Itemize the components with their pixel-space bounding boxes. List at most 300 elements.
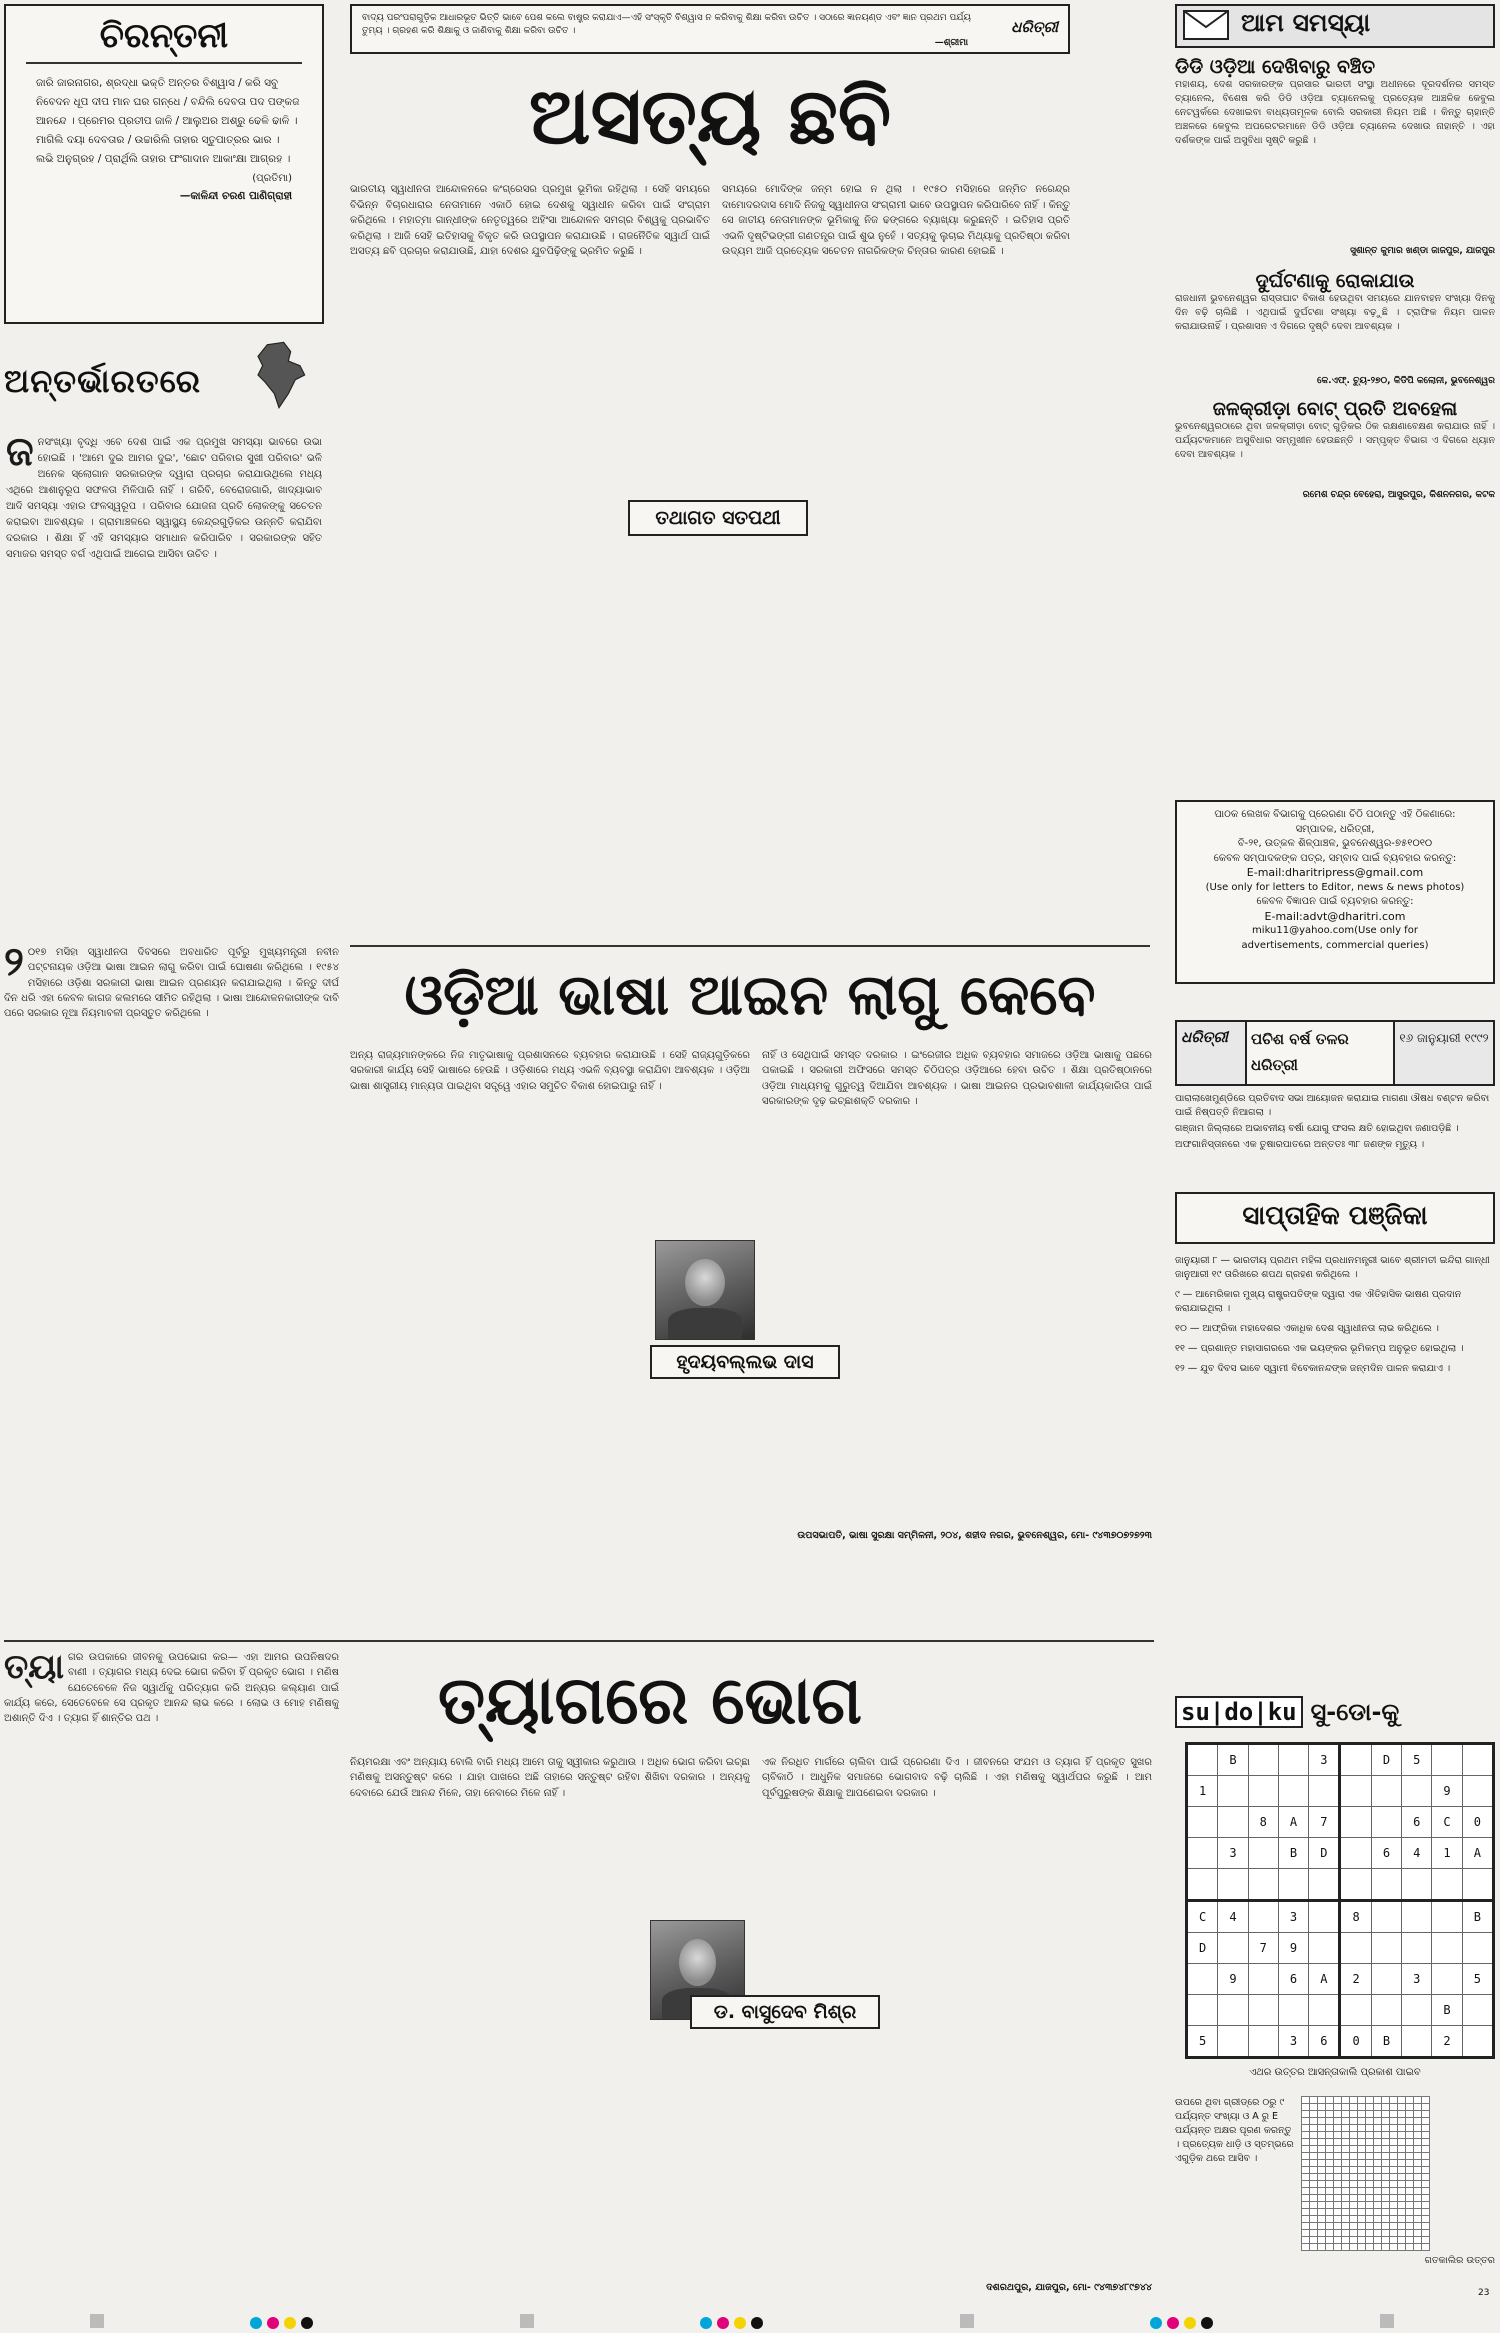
weekly-item-1: ଜାନୁୟାରୀ ୮ — ଭାରତୀୟ ପ୍ରଥମ ମହିଳା ପ୍ରଧାନମନ୍ତ୍ରୀ ଭାବେ ଶ୍ରୀମତୀ ଇନ୍ଦିରା ଗାନ୍ଧୀ ଜାନୁଆରୀ ୧୯ ତାରିଖରେ ଶପଥ ଗ୍ରହଣ କରିଥିଲେ । — [1175, 1255, 1490, 1280]
sudoku-cell[interactable] — [1248, 1901, 1278, 1933]
answer-cell — [1414, 2160, 1422, 2167]
dharitri-25-date: ୧୬ ଜାନୁୟାରୀ ୧୯୯୨ — [1399, 1031, 1489, 1045]
answer-cell — [1382, 2223, 1390, 2230]
sudoku-cell[interactable] — [1278, 1776, 1308, 1807]
sudoku-note: ଏଥର ଉତ୍ତର ଆସନ୍ତାକାଲି ପ୍ରକାଶ ପାଇବ — [1249, 2067, 1421, 2078]
sudoku-cell[interactable] — [1340, 1807, 1371, 1838]
sudoku-cell[interactable]: 9 — [1278, 1933, 1308, 1964]
sudoku-cell[interactable] — [1462, 1869, 1493, 1901]
answer-cell — [1374, 2118, 1382, 2125]
answer-cell — [1406, 2097, 1414, 2104]
cyan-dot — [250, 2317, 262, 2329]
sudoku-cell[interactable] — [1218, 2026, 1248, 2058]
letter-3-body: ଭୁବନେଶ୍ୱରଠାରେ ଥିବା ଜଳକ୍ରୀଡ଼ା ବୋଟ୍ ଗୁଡ଼ିକର ଠିକ ରକ୍ଷଣାବେକ୍ଷଣ କରାଯାଉ ନାହିଁ । ପର୍ଯ୍ୟଟକମାନେ ଅସୁବିଧାର ସମ୍ମୁଖୀନ ହେଉଛନ୍ତି । ସମ୍ପୃକ୍ତ ବିଭାଗ ଏ ଦିଗରେ ଧ୍ୟାନ ଦେବା ଆବଶ୍ୟକ । — [1175, 421, 1495, 460]
sudoku-cell[interactable]: 8 — [1248, 1807, 1278, 1838]
answer-cell — [1318, 2202, 1326, 2209]
answer-cell — [1310, 2195, 1318, 2202]
sudoku-cell[interactable] — [1218, 1807, 1248, 1838]
sudoku-cell[interactable] — [1462, 1776, 1493, 1807]
answer-cell — [1334, 2244, 1342, 2251]
contact-line5: କେବଳ ବିଜ୍ଞାପନ ପାଇଁ ବ୍ୟବହାର କରନ୍ତୁ: — [1256, 896, 1414, 907]
answer-cell — [1398, 2111, 1406, 2118]
sudoku-answer-grid — [1301, 2096, 1430, 2251]
sudoku-cell[interactable]: 0 — [1340, 2026, 1371, 2058]
sudoku-cell[interactable]: A — [1309, 1964, 1340, 1995]
sudoku-cell[interactable] — [1462, 1933, 1493, 1964]
answer-cell — [1358, 2132, 1366, 2139]
answer-cell — [1342, 2202, 1350, 2209]
sudoku-cell[interactable] — [1309, 1776, 1340, 1807]
answer-cell — [1390, 2188, 1398, 2195]
answer-cell — [1318, 2167, 1326, 2174]
sudoku-cell[interactable]: 6 — [1278, 1964, 1308, 1995]
sudoku-cell[interactable]: B — [1371, 2026, 1401, 2058]
answer-cell — [1334, 2174, 1342, 2181]
sudoku-cell[interactable] — [1462, 1744, 1493, 1776]
answer-cell — [1318, 2146, 1326, 2153]
answer-cell — [1358, 2202, 1366, 2209]
answer-cell — [1358, 2195, 1366, 2202]
sudoku-cell[interactable] — [1371, 1776, 1401, 1807]
sudoku-cell[interactable]: 6 — [1309, 2026, 1340, 2058]
answer-cell — [1366, 2139, 1374, 2146]
sudoku-cell[interactable] — [1309, 1901, 1340, 1933]
chirantani-title: ଚିରନ୍ତନୀ — [99, 16, 229, 56]
answer-cell — [1390, 2244, 1398, 2251]
sudoku-cell[interactable]: C — [1432, 1807, 1462, 1838]
answer-cell — [1334, 2230, 1342, 2237]
answer-cell — [1350, 2097, 1358, 2104]
dharitri-25-item-1: ପାରାଲାଖେମୁଣ୍ଡିରେ ପ୍ରତିବାଦ ସଭା ଆୟୋଜନ କରାଯାଇ ମାଗଣା ଔଷଧ ବଣ୍ଟନ କରିବା ପାଇଁ ନିଷ୍ପତ୍ତି ନିଆଗଲା । — [1175, 1093, 1490, 1118]
answer-cell — [1414, 2230, 1422, 2237]
sudoku-cell[interactable] — [1371, 1869, 1401, 1901]
sudoku-cell[interactable]: 6 — [1402, 1807, 1432, 1838]
sudoku-row — [1187, 1869, 1494, 1901]
answer-cell — [1374, 2202, 1382, 2209]
answer-cell — [1350, 2104, 1358, 2111]
weekly-item-4: ୧୧ — ପ୍ରଶାନ୍ତ ମହାସାଗରରେ ଏକ ଭୟଙ୍କର ଭୂମିକମ୍ପ ଅନୁଭୂତ ହୋଇଥିଲା । — [1175, 1343, 1464, 1354]
answer-cell — [1342, 2237, 1350, 2244]
third-article-col2-text: ନିୟମରକ୍ଷା ଏବଂ ଅନ୍ୟାୟ ବୋଲି ବାରି ମଧ୍ୟ ଆମେ ତାକୁ ସ୍ୱୀକାର କରୁଥାଉ । ଅଧିକ ଭୋଗ କରିବା ଇଚ୍ଛା ମଣିଷକୁ ଅସନ୍ତୁଷ୍ଟ କରେ । ଯାହା ପାଖରେ ଅଛି ତାହାରେ ସନ୍ତୁଷ୍ଟ ରହିବା ଶିଖିବା ଦରକାର । ଅନ୍ୟକୁ ଦେବାରେ ଯେଉଁ ଆନନ୍ଦ ମିଳେ, ତାହା ନେବାରେ ମିଳେ ନାହିଁ । — [350, 1757, 750, 1799]
answer-cell — [1334, 2111, 1342, 2118]
answer-cell — [1414, 2104, 1422, 2111]
sudoku-cell[interactable] — [1278, 1869, 1308, 1901]
answer-cell — [1398, 2174, 1406, 2181]
sudoku-cell[interactable] — [1402, 1869, 1432, 1901]
contact-line4: କେବଳ ସମ୍ପାଦକଙ୍କ ପତ୍ର, ସମ୍ବାଦ ପାଇଁ ବ୍ୟବହାର କରନ୍ତୁ: — [1213, 852, 1457, 864]
answer-cell — [1350, 2153, 1358, 2160]
answer-cell — [1302, 2209, 1310, 2216]
sudoku-cell[interactable] — [1187, 1838, 1218, 1869]
answer-cell — [1326, 2216, 1334, 2223]
sudoku-cell[interactable]: 3 — [1278, 1901, 1308, 1933]
answer-cell — [1350, 2195, 1358, 2202]
sudoku-cell[interactable] — [1340, 1838, 1371, 1869]
answer-cell — [1406, 2202, 1414, 2209]
sudoku-title-latin: su|do|ku — [1175, 1696, 1303, 1728]
second-article-col3-text: ନାହିଁ ଓ ସେଥିପାଇଁ ସମସ୍ତ ଦରକାର । ଇଂରେଜୀର ଅଧିକ ବ୍ୟବହାର ସମାଜରେ ଓଡ଼ିଆ ଭାଷାକୁ ପଛରେ ପକାଇଛି । ସରକାରୀ ଅଫିସରେ ସମସ୍ତ ଚିଠିପତ୍ର ଓଡ଼ିଆରେ ହେବା ଉଚିତ । ଶିକ୍ଷା ପ୍ରତିଷ୍ଠାନରେ ଓଡ଼ିଆ ମାଧ୍ୟମକୁ ଗୁରୁତ୍ୱ ଦିଆଯିବା ଆବଶ୍ୟକ । ଭାଷା ଆଇନର ପ୍ରଭାବଶାଳୀ କାର୍ଯ୍ୟକାରିତା ପାଇଁ ସରକାରଙ୍କ ଦୃଢ଼ ଇଚ୍ଛାଶକ୍ତି ଦରକାର । — [762, 1050, 1152, 1107]
answer-cell — [1406, 2118, 1414, 2125]
answer-cell — [1302, 2104, 1310, 2111]
sudoku-cell[interactable] — [1462, 2026, 1493, 2058]
sudoku-cell[interactable]: B — [1462, 1901, 1493, 1933]
answer-cell — [1366, 2244, 1374, 2251]
letter-1-body: ମହାଶୟ, ଦେଶ ସରକାରଙ୍କ ପ୍ରସାର ଭାରତୀ ସଂସ୍ଥା ଅଧୀନରେ ଦୂରଦର୍ଶନର ସମସ୍ତ ଚ୍ୟାନେଲ, ବିଶେଷ କରି ଡିଡି ଓଡ଼ିଆ ଚ୍ୟାନେଲକୁ ପ୍ରତ୍ୟେକ ଆଞ୍ଚଳିକ କେବୁଲ ନେଟୱର୍କରେ ଦେଖାଇବା ବାଧ୍ୟତାମୂଳକ ବୋଲି ସରକାରୀ ନିୟମ ଅଛି । କିନ୍ତୁ ଚାହାନ୍ତି ଅଞ୍ଚଳରେ କେବୁଲ ଅପରେଟରମାନେ ଡିଡି ଓଡ଼ିଆ ଚ୍ୟାନେଲ ଦେଖାଉ ନାହାନ୍ତି । ଏହା ଦର୍ଶକଙ୍କ ପାଇଁ ଅସୁବିଧା ସୃଷ୍ଟି କରୁଛି । — [1175, 79, 1495, 146]
answer-cell — [1414, 2188, 1422, 2195]
sudoku-cell[interactable] — [1432, 1869, 1462, 1901]
answer-cell — [1326, 2237, 1334, 2244]
answer-cell — [1382, 2188, 1390, 2195]
answer-cell — [1326, 2188, 1334, 2195]
answer-cell — [1414, 2223, 1422, 2230]
amasamasya-section — [1175, 4, 1495, 594]
chirantani-source: (ପ୍ରତିମା) — [252, 173, 292, 184]
answer-cell — [1358, 2188, 1366, 2195]
answer-cell — [1406, 2237, 1414, 2244]
answer-cell — [1342, 2104, 1350, 2111]
answer-cell — [1398, 2230, 1406, 2237]
sudoku-cell[interactable] — [1248, 1964, 1278, 1995]
sudoku-cell[interactable]: 7 — [1309, 1807, 1340, 1838]
answer-cell — [1350, 2244, 1358, 2251]
page-number: 23 — [1478, 2288, 1490, 2298]
sudoku-cell[interactable]: C — [1187, 1901, 1218, 1933]
answer-cell — [1390, 2097, 1398, 2104]
sudoku-cell[interactable]: 3 — [1278, 2026, 1308, 2058]
answer-cell — [1398, 2216, 1406, 2223]
sudoku-cell[interactable] — [1248, 1838, 1278, 1869]
answer-cell — [1414, 2146, 1422, 2153]
sudoku-cell[interactable] — [1371, 1995, 1401, 2026]
sudoku-cell[interactable]: 9 — [1218, 1964, 1248, 1995]
answer-cell — [1414, 2181, 1422, 2188]
answer-cell — [1374, 2237, 1382, 2244]
answer-cell — [1366, 2195, 1374, 2202]
sudoku-cell[interactable]: D — [1309, 1838, 1340, 1869]
sudoku-cell[interactable]: 9 — [1432, 1776, 1462, 1807]
answer-cell — [1406, 2167, 1414, 2174]
sudoku-cell[interactable]: B — [1432, 1995, 1462, 2026]
answer-cell — [1302, 2111, 1310, 2118]
answer-cell — [1318, 2160, 1326, 2167]
answer-cell — [1390, 2216, 1398, 2223]
sudoku-cell[interactable] — [1432, 1744, 1462, 1776]
sudoku-cell[interactable] — [1248, 1744, 1278, 1776]
answer-cell — [1374, 2216, 1382, 2223]
answer-cell — [1358, 2125, 1366, 2132]
sudoku-cell[interactable]: 4 — [1402, 1838, 1432, 1869]
answer-cell — [1334, 2167, 1342, 2174]
sudoku-cell[interactable]: 5 — [1187, 2026, 1218, 2058]
sudoku-cell[interactable] — [1309, 1869, 1340, 1901]
sudoku-cell[interactable] — [1187, 1964, 1218, 1995]
sudoku-cell[interactable]: 5 — [1402, 1744, 1432, 1776]
answer-cell — [1358, 2118, 1366, 2125]
answer-cell — [1374, 2111, 1382, 2118]
answer-cell — [1342, 2167, 1350, 2174]
lead-article-col2-text: ସମୟରେ ମୋଦିଙ୍କ ଜନ୍ମ ହୋଇ ନ ଥିଲା । ୧୯୫୦ ମସିହାରେ ଜନ୍ମିତ ନରେନ୍ଦ୍ର ଦାମୋଦରଦାସ ମୋଦି ନିଜକୁ ସ୍ୱାଧୀନତା ସଂଗ୍ରାମୀ ଭାବେ ଉପସ୍ଥାପନ କରିପାରିବେ ନାହିଁ । କିନ୍ତୁ ସେ ଜାତୀୟ ନେତାମାନଙ୍କ ଭୂମିକାକୁ ନିଜ ଢଙ୍ଗରେ ବ୍ୟାଖ୍ୟା କରୁଛନ୍ତି । ଇତିହାସ ପ୍ରତି ଏଭଳି ଦୃଷ୍ଟିଭଙ୍ଗୀ ଗଣତନ୍ତ୍ର ପାଇଁ ଶୁଭ ନୁହେଁ । ସତ୍ୟକୁ ଲୁଚାଇ ମିଥ୍ୟାକୁ ପ୍ରତିଷ୍ଠା କରିବା ଉଦ୍ୟମ ଆଜି ପ୍ରତ୍ୟେକ ସଚେତନ ନାଗରିକଙ୍କ ଚିନ୍ତାର କାରଣ ହୋଇଛି । — [722, 184, 1070, 257]
sudoku-cell[interactable]: 5 — [1462, 1964, 1493, 1995]
answer-cell — [1310, 2139, 1318, 2146]
answer-cell — [1358, 2223, 1366, 2230]
answer-cell — [1342, 2125, 1350, 2132]
answer-cell — [1318, 2216, 1326, 2223]
answer-cell — [1334, 2139, 1342, 2146]
answer-cell — [1422, 2132, 1430, 2139]
answer-cell — [1350, 2202, 1358, 2209]
sudoku-row — [1187, 1995, 1494, 2026]
answer-cell — [1326, 2111, 1334, 2118]
answer-cell — [1326, 2146, 1334, 2153]
answer-cell — [1350, 2160, 1358, 2167]
sudoku-cell[interactable] — [1371, 1964, 1401, 1995]
answer-cell — [1398, 2139, 1406, 2146]
answer-cell — [1390, 2132, 1398, 2139]
sudoku-grid[interactable] — [1185, 1742, 1495, 2059]
lead-article-col1-text: ଭାରତୀୟ ସ୍ୱାଧୀନତା ଆନ୍ଦୋଳନରେ କଂଗ୍ରେସର ପ୍ରମୁଖ ଭୂମିକା ରହିଥିଲା । ସେହି ସମୟରେ ବିଭିନ୍ନ ବିଚାରଧାରାର ନେତାମାନେ ଏକାଠି ହୋଇ ଦେଶକୁ ସ୍ୱାଧୀନ କରିବା ପାଇଁ ସଂଗ୍ରାମ କରିଥିଲେ । ମହାତ୍ମା ଗାନ୍ଧୀଙ୍କ ନେତୃତ୍ୱରେ ଅହିଂସା ଆନ୍ଦୋଳନ ସମଗ୍ର ବିଶ୍ୱକୁ ପ୍ରଭାବିତ କରିଥିଲା । ଆଜି ସେହି ଇତିହାସକୁ ବିକୃତ କରି ଉପସ୍ଥାପନ କରାଯାଉଛି । ରାଜନୈତିକ ସ୍ୱାର୍ଥ ପାଇଁ ଅସତ୍ୟ ଛବି ପ୍ରଚାର କରାଯାଉଛି, ଯାହା ଦେଶର ଯୁବପିଢ଼ିଙ୍କୁ ଭ୍ରମିତ କରୁଛି । — [350, 184, 710, 257]
sudoku-cell[interactable]: 6 — [1371, 1838, 1401, 1869]
answer-cell — [1374, 2181, 1382, 2188]
contact-box — [1175, 800, 1495, 984]
third-article-col1: ଗର ଉପକାରେ ଜୀବନକୁ ଉପଭୋଗ କର— ଏହା ଆମର ଉପନିଷଦର ବାଣୀ । ତ୍ୟାଗର ମଧ୍ୟ ଦେଇ ଭୋଗ କରିବା ହିଁ ପ୍ରକୃତ ଭୋଗ । ମଣିଷ ଯେତେବେଳେ ନିଜ ସ୍ୱାର୍ଥକୁ ପରିତ୍ୟାଗ କରି ଅନ୍ୟର କଲ୍ୟାଣ ପାଇଁ କାର୍ଯ୍ୟ କରେ, ସେତେବେଳେ ସେ ପ୍ରକୃତ ଆନନ୍ଦ ଲାଭ କରେ । ଲୋଭ ଓ ମୋହ ମଣିଷକୁ ଅଶାନ୍ତି ଦିଏ । ତ୍ୟାଗ ହିଁ ଶାନ୍ତିର ପଥ । — [4, 1652, 339, 1725]
answer-cell — [1302, 2146, 1310, 2153]
answer-cell — [1310, 2146, 1318, 2153]
sudoku-cell[interactable] — [1248, 2026, 1278, 2058]
sudoku-cell[interactable]: 3 — [1402, 1964, 1432, 1995]
sudoku-cell[interactable]: 3 — [1218, 1838, 1248, 1869]
answer-cell — [1374, 2167, 1382, 2174]
answer-cell — [1334, 2153, 1342, 2160]
sudoku-cell[interactable]: D — [1187, 1933, 1218, 1964]
second-article-col3 — [762, 1048, 1152, 1528]
sudoku-cell[interactable] — [1248, 1995, 1278, 2026]
contact-email-yahoo[interactable]: miku11@yahoo.com(Use only for — [1252, 925, 1418, 936]
answer-cell — [1414, 2195, 1422, 2202]
answer-cell — [1318, 2188, 1326, 2195]
answer-cell — [1310, 2202, 1318, 2209]
sudoku-cell[interactable]: 3 — [1309, 1744, 1340, 1776]
answer-cell — [1310, 2153, 1318, 2160]
answer-cell — [1366, 2111, 1374, 2118]
answer-cell — [1326, 2153, 1334, 2160]
top-quote-logo: ଧରିତ୍ରୀ — [1011, 18, 1058, 36]
answer-cell — [1374, 2230, 1382, 2237]
sudoku-cell[interactable]: 8 — [1340, 1901, 1371, 1933]
answer-cell — [1342, 2160, 1350, 2167]
answer-cell — [1310, 2223, 1318, 2230]
answer-cell — [1310, 2104, 1318, 2111]
yellow-dot — [284, 2317, 296, 2329]
answer-cell — [1326, 2160, 1334, 2167]
answer-cell — [1398, 2209, 1406, 2216]
sudoku-cell[interactable] — [1218, 1869, 1248, 1901]
answer-cell — [1382, 2104, 1390, 2111]
answer-cell — [1310, 2181, 1318, 2188]
sudoku-cell[interactable]: 2 — [1340, 1964, 1371, 1995]
sudoku-cell[interactable]: B — [1278, 1838, 1308, 1869]
answer-cell — [1390, 2104, 1398, 2111]
answer-cell — [1422, 2181, 1430, 2188]
answer-cell — [1302, 2139, 1310, 2146]
answer-cell — [1382, 2174, 1390, 2181]
answer-cell — [1310, 2244, 1318, 2251]
sudoku-cell[interactable] — [1187, 1995, 1218, 2026]
answer-cell — [1422, 2125, 1430, 2132]
answer-cell — [1382, 2118, 1390, 2125]
answer-cell — [1374, 2223, 1382, 2230]
answer-cell — [1422, 2167, 1430, 2174]
answer-cell — [1422, 2244, 1430, 2251]
sudoku-cell[interactable] — [1371, 1901, 1401, 1933]
sudoku-cell[interactable]: 7 — [1248, 1933, 1278, 1964]
sudoku-cell[interactable] — [1462, 1995, 1493, 2026]
sudoku-cell[interactable] — [1278, 1744, 1308, 1776]
sudoku-cell[interactable]: 1 — [1187, 1776, 1218, 1807]
sudoku-cell[interactable] — [1402, 1933, 1432, 1964]
sudoku-row — [1187, 1964, 1494, 1995]
answer-cell — [1342, 2118, 1350, 2125]
sudoku-cell[interactable] — [1187, 1807, 1218, 1838]
antarbharat-section — [4, 340, 324, 890]
answer-cell — [1406, 2230, 1414, 2237]
letter-1-heading: ଡିଡି ଓଡ଼ିଆ ଦେଖିବାରୁ ବଞ୍ଚିତ — [1175, 56, 1376, 78]
answer-cell — [1366, 2118, 1374, 2125]
answer-cell — [1366, 2167, 1374, 2174]
antarbharat-body: ନସଂଖ୍ୟା ବୃଦ୍ଧି ଏବେ ଦେଶ ପାଇଁ ଏକ ପ୍ରମୁଖ ସମସ୍ୟା ଭାବରେ ଉଭା ହୋଇଛି । 'ଆମେ ଦୁଇ ଆମର ଦୁଇ', 'ଛୋଟ ପରିବାର ସୁଖୀ ପରିବାର' ଭଳି ଅନେକ ସ୍ଲୋଗାନ ସରକାରଙ୍କ ଦ୍ୱାରା ପ୍ରଚାର କରାଯାଉଥିଲେ ମଧ୍ୟ ଏଥିରେ ଆଶାନୁରୂପ ସଫଳତା ମିଳିପାରି ନାହିଁ । ଗରିବି, ବେରୋଜଗାରି, ଖାଦ୍ୟାଭାବ ଆଦି ସମସ୍ୟା ଏହାର ଫଳସ୍ୱରୂପ । ପରିବାର ଯୋଜନା ପ୍ରତି ଲୋକଙ୍କୁ ସଚେତନ କରାଇବା ଆବଶ୍ୟକ । ଗ୍ରାମାଞ୍ଚଳରେ ସ୍ୱାସ୍ଥ୍ୟ କେନ୍ଦ୍ରଗୁଡ଼ିକର ଉନ୍ନତି କରାଯିବା ଦରକାର । ଶିକ୍ଷା ହିଁ ଏହି ସମସ୍ୟାର ସମାଧାନ କରିପାରିବ । ସରକାରଙ୍କ ସହିତ ସମାଜର ସମସ୍ତ ବର୍ଗ ଏଥିପାଇଁ ଆଗେଇ ଆସିବା ଉଚିତ । — [6, 437, 322, 560]
sudoku-cell[interactable] — [1218, 1995, 1248, 2026]
chirantani-verse: ଜାରି ଜାରନାଗର, ଶ୍ରଦ୍ଧା ଭକ୍ତି ଅନ୍ତର ବିଶ୍ୱାସ / କରି ସବୁ ନିବେଦନ ଧୂପ ଦୀପ ମାନ ଘର ଗନ୍ଧେ / ବନ୍ଦିଲି ଦେବତା ପଦ ପଙ୍କଜ ଆନନ୍ଦେ । ପ୍ରେମର ପ୍ରତୀପ ଜାଳି / ଆଲୁଅର ଅଶ୍ରୁ ଢେଳି ଢାଳି । ମାଗିଲି ଦୟା ଦେବତାର / ଉଚ୍ଚାରିଲି ତାହାର ସ୍ତୁପାତ୍ରର ଭାର । ଲଭି ଅନୁଗ୍ରହ / ପ୍ରାର୍ଥିଲି ତାହାର ଫଂଗାଦାନ ଆକାଂକ୍ଷା ଆଗ୍ରହ । — [36, 77, 300, 165]
sudoku-cell[interactable] — [1402, 1995, 1432, 2026]
third-article-signature: ଦଶରଥପୁର, ଯାଜପୁର, ମୋ- ୯୪୩୭୪୮୯୭୪୪ — [986, 2282, 1152, 2293]
sudoku-cell[interactable] — [1248, 1869, 1278, 1901]
answer-cell — [1326, 2118, 1334, 2125]
answer-cell — [1318, 2244, 1326, 2251]
sudoku-cell[interactable] — [1432, 1901, 1462, 1933]
answer-cell — [1342, 2195, 1350, 2202]
answer-cell — [1350, 2181, 1358, 2188]
answer-cell — [1398, 2125, 1406, 2132]
sudoku-cell[interactable] — [1371, 1807, 1401, 1838]
letter-2-body: ରାଜଧାନୀ ଭୁବନେଶ୍ୱର ରାସ୍ତାଘାଟ ବିକାଶ ହେଉଥିବା ସମୟରେ ଯାନବାହନ ସଂଖ୍ୟା ଦିନକୁ ଦିନ ବଢ଼ି ଚାଲିଛି । ଏଥିପାଇଁ ଦୁର୍ଘଟଣା ସଂଖ୍ୟା ବଢ଼ୁଛି । ଟ୍ରାଫିକ ନିୟମ ପାଳନ କରାଯାଉନାହିଁ । ପ୍ରଶାସନ ଏ ଦିଗରେ ଦୃଷ୍ଟି ଦେବା ଆବଶ୍ୟକ । — [1175, 293, 1495, 332]
answer-cell — [1334, 2125, 1342, 2132]
answer-cell — [1342, 2181, 1350, 2188]
sudoku-cell[interactable]: 4 — [1218, 1901, 1248, 1933]
sudoku-cell[interactable] — [1432, 1933, 1462, 1964]
sudoku-cell[interactable] — [1309, 1995, 1340, 2026]
sudoku-cell[interactable] — [1187, 1869, 1218, 1901]
answer-cell — [1382, 2167, 1390, 2174]
answer-cell — [1422, 2174, 1430, 2181]
sudoku-cell[interactable]: 0 — [1462, 1807, 1493, 1838]
sudoku-cell[interactable]: 2 — [1432, 2026, 1462, 2058]
answer-cell — [1318, 2209, 1326, 2216]
answer-cell — [1326, 2244, 1334, 2251]
answer-cell — [1382, 2139, 1390, 2146]
sudoku-cell[interactable] — [1402, 1776, 1432, 1807]
answer-cell — [1318, 2104, 1326, 2111]
answer-cell — [1398, 2244, 1406, 2251]
answer-cell — [1302, 2230, 1310, 2237]
sudoku-answer-label: ଗତକାଲିର ଉତ୍ତର — [1424, 2255, 1495, 2266]
contact-email-editor-note: (Use only for letters to Editor, news & news photos) — [1205, 881, 1465, 893]
answer-cell — [1414, 2209, 1422, 2216]
sudoku-cell[interactable] — [1402, 2026, 1432, 2058]
answer-cell — [1366, 2237, 1374, 2244]
sudoku-cell[interactable] — [1371, 1933, 1401, 1964]
sudoku-cell[interactable]: 1 — [1432, 1838, 1462, 1869]
answer-cell — [1310, 2160, 1318, 2167]
sudoku-cell[interactable]: A — [1278, 1807, 1308, 1838]
letter-3-signature: ରମେଶ ଚନ୍ଦ୍ର ବେହେରା, ଆସୁରପୁର, କିଶନନଗର, କଟକ — [1302, 490, 1495, 500]
sudoku-cell[interactable]: D — [1371, 1744, 1401, 1776]
answer-cell — [1302, 2167, 1310, 2174]
sudoku-cell[interactable] — [1432, 1964, 1462, 1995]
sudoku-cell[interactable] — [1218, 1933, 1248, 1964]
answer-cell — [1422, 2160, 1430, 2167]
answer-cell — [1342, 2097, 1350, 2104]
answer-cell — [1326, 2125, 1334, 2132]
sudoku-cell[interactable] — [1340, 1995, 1371, 2026]
answer-cell — [1382, 2111, 1390, 2118]
sudoku-cell[interactable] — [1402, 1901, 1432, 1933]
answer-cell — [1414, 2202, 1422, 2209]
author-photo-hridaya — [655, 1240, 755, 1340]
answer-cell — [1422, 2104, 1430, 2111]
answer-cell — [1398, 2188, 1406, 2195]
answer-cell — [1398, 2202, 1406, 2209]
answer-cell — [1342, 2216, 1350, 2223]
contact-email-editor[interactable]: E-mail:dharitripress@gmail.com — [1246, 866, 1424, 879]
answer-cell — [1358, 2244, 1366, 2251]
answer-cell — [1334, 2202, 1342, 2209]
answer-cell — [1414, 2118, 1422, 2125]
sudoku-cell[interactable]: A — [1462, 1838, 1493, 1869]
answer-cell — [1358, 2139, 1366, 2146]
contact-email-advt[interactable]: E-mail:advt@dharitri.com — [1264, 909, 1406, 923]
sudoku-cell[interactable] — [1309, 1933, 1340, 1964]
answer-cell — [1318, 2125, 1326, 2132]
answer-cell — [1374, 2244, 1382, 2251]
antarbharat-dropcap: ଜ — [6, 435, 34, 475]
answer-cell — [1406, 2132, 1414, 2139]
sudoku-cell[interactable] — [1340, 1933, 1371, 1964]
answer-cell — [1390, 2146, 1398, 2153]
answer-cell — [1382, 2125, 1390, 2132]
answer-cell — [1302, 2125, 1310, 2132]
sudoku-cell[interactable] — [1340, 1776, 1371, 1807]
sudoku-cell[interactable] — [1340, 1744, 1371, 1776]
answer-cell — [1358, 2111, 1366, 2118]
sudoku-cell[interactable] — [1248, 1776, 1278, 1807]
answer-cell — [1398, 2132, 1406, 2139]
sudoku-cell[interactable]: B — [1218, 1744, 1248, 1776]
letter-3-heading: ଜଳକ୍ରୀଡ଼ା ବୋଟ୍ ପ୍ରତି ଅବହେଳା — [1212, 398, 1458, 420]
india-map-icon — [244, 340, 314, 410]
answer-cell — [1358, 2146, 1366, 2153]
top-quote-author: —ଶ୍ରୀମା — [934, 38, 968, 48]
answer-cell — [1390, 2125, 1398, 2132]
contact-line2: ସମ୍ପାଦକ, ଧରିତ୍ରୀ, — [1295, 823, 1375, 835]
answer-cell — [1398, 2146, 1406, 2153]
sudoku-cell[interactable] — [1278, 1995, 1308, 2026]
answer-cell — [1366, 2153, 1374, 2160]
answer-cell — [1358, 2230, 1366, 2237]
answer-cell — [1398, 2167, 1406, 2174]
sudoku-cell[interactable] — [1340, 1869, 1371, 1901]
sudoku-cell[interactable] — [1187, 1744, 1218, 1776]
sudoku-cell[interactable] — [1218, 1776, 1248, 1807]
answer-cell — [1414, 2216, 1422, 2223]
